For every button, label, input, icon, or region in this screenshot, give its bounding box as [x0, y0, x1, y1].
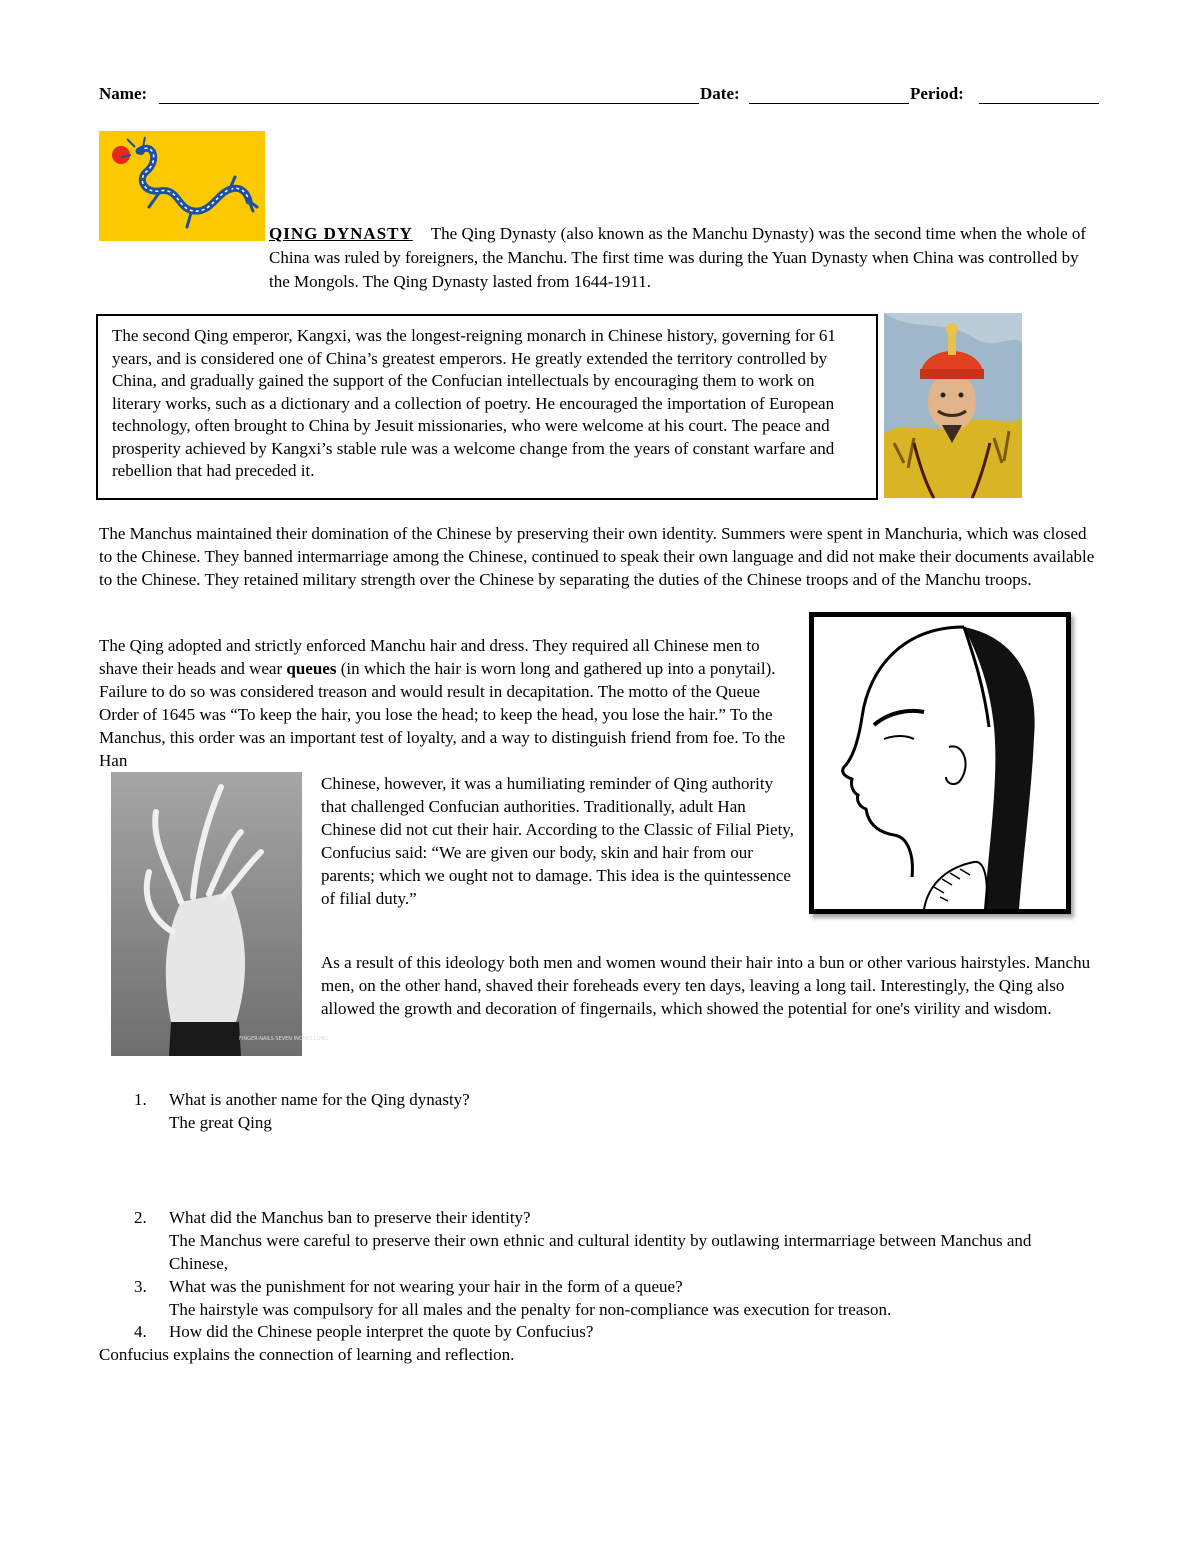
question-text: What is another name for the Qing dynasty?	[169, 1090, 470, 1109]
name-label: Name:	[99, 84, 148, 103]
header-fields	[99, 84, 1099, 106]
period-label: Period:	[910, 84, 964, 103]
question-number: 2.	[134, 1208, 147, 1227]
intro-text: The Qing Dynasty (also known as the Manchu Dynasty) was the second time when the whole of China was ruled by foreigners, the Manchu. The first time was during the Yuan Dynasty when China was controlled by the Mongols. The Qing Dynasty lasted from 1644-1911.	[269, 224, 1087, 291]
question-text: What did the Manchus ban to preserve their identity?	[169, 1208, 531, 1227]
question-2	[134, 1206, 1094, 1275]
answer-text[interactable]: The great Qing	[169, 1113, 272, 1132]
queues-term: queues	[286, 659, 337, 678]
nails-caption: FINGER-NAILS SEVEN INCHES LONG	[239, 1036, 329, 1042]
hair-paragraph	[99, 634, 789, 772]
question-text: How did the Chinese people interpret the quote by Confucius?	[169, 1322, 594, 1341]
answer-4-text[interactable]: Confucius explains the connection of learning and reflection.	[99, 1345, 515, 1364]
answer-text[interactable]: The hairstyle was compulsory for all males and the penalty for non-compliance was execution for treason.	[169, 1300, 892, 1319]
date-field[interactable]	[749, 103, 909, 104]
result-paragraph: As a result of this ideology both men and women wound their hair into a bun or other various hairstyles. Manchu men, on the other hand, shaved their foreheads every ten days, leaving a long tail. Interestingly, the Qing also allowed the growth and decoration of fingernails, which showed the potential for one's virility and wisdom.	[321, 953, 1091, 1018]
date-label: Date:	[700, 84, 740, 103]
period-field[interactable]	[979, 103, 1099, 104]
question-3	[134, 1275, 1094, 1321]
question-4	[134, 1320, 1094, 1343]
hair-text-after: (in which the hair is worn long and gathered up into a ponytail). Failure to do so was considered treason and would result in decapitation. The motto of the Queue Order of 1645 was “To keep the hair, you lose the head; to keep the head, you lose the hair.” To the Manchus, this order was an important test of loyalty, and a way to distinguish friend from foe. To the Han	[99, 659, 786, 770]
intro-paragraph	[99, 222, 1099, 294]
question-text: What was the punishment for not wearing your hair in the form of a queue?	[169, 1277, 683, 1296]
kangxi-text: The second Qing emperor, Kangxi, was the longest-reigning monarch in Chinese history, governing for 61 years, and is considered one of China’s greatest emperors. He greatly extended the territory controlled by China, and gradually gained the support of the Confucian intellectuals by encouraging them to work on literary works, such as a dictionary and a collection of poetry. He encouraged the importation of European technology, often brought to China by Jesuit missionaries, who were welcome at his court. The peace and prosperity achieved by Kangxi’s stable rule was a welcome change from the years of constant warfare and rebellion that had preceded it.	[112, 326, 836, 480]
section-title: QING DYNASTY	[269, 224, 413, 243]
question-number: 1.	[134, 1090, 147, 1109]
fingernails-photo	[111, 772, 329, 1056]
kangxi-textbox	[96, 314, 878, 500]
question-1	[134, 1088, 1094, 1134]
queue-hairstyle-image	[809, 612, 1071, 914]
question-number: 3.	[134, 1277, 147, 1296]
name-field[interactable]	[159, 103, 699, 104]
hair-text-before: The Qing adopted and strictly enforced Manchu hair and dress. They required all Chinese men to shave their heads and wear	[99, 636, 760, 678]
kangxi-portrait-image	[884, 313, 1022, 498]
han-paragraph: Chinese, however, it was a humiliating reminder of Qing authority that challenged Confucian authorities. Traditionally, adult Han Chinese did not cut their hair. According to the Classic of Filial Piety, Confucius said: “We are given our body, skin and hair from our parents; which we ought not to damage. This idea is the quintessence of filial duty.”	[321, 774, 794, 908]
question-number: 4.	[134, 1322, 147, 1341]
answer-text[interactable]: The Manchus were careful to preserve their own ethnic and cultural identity by outlawing intermarriage between Manchus and Chinese,	[169, 1231, 1032, 1273]
identity-paragraph: The Manchus maintained their domination of the Chinese by preserving their own identity. Summers were spent in Manchuria, which was closed to the Chinese. They banned intermarriage among the Chinese, continued to speak their own language and did not make their documents available to the Chinese. They retained military strength over the Chinese by separating the duties of the Chinese troops and of the Manchu troops.	[99, 524, 1095, 589]
